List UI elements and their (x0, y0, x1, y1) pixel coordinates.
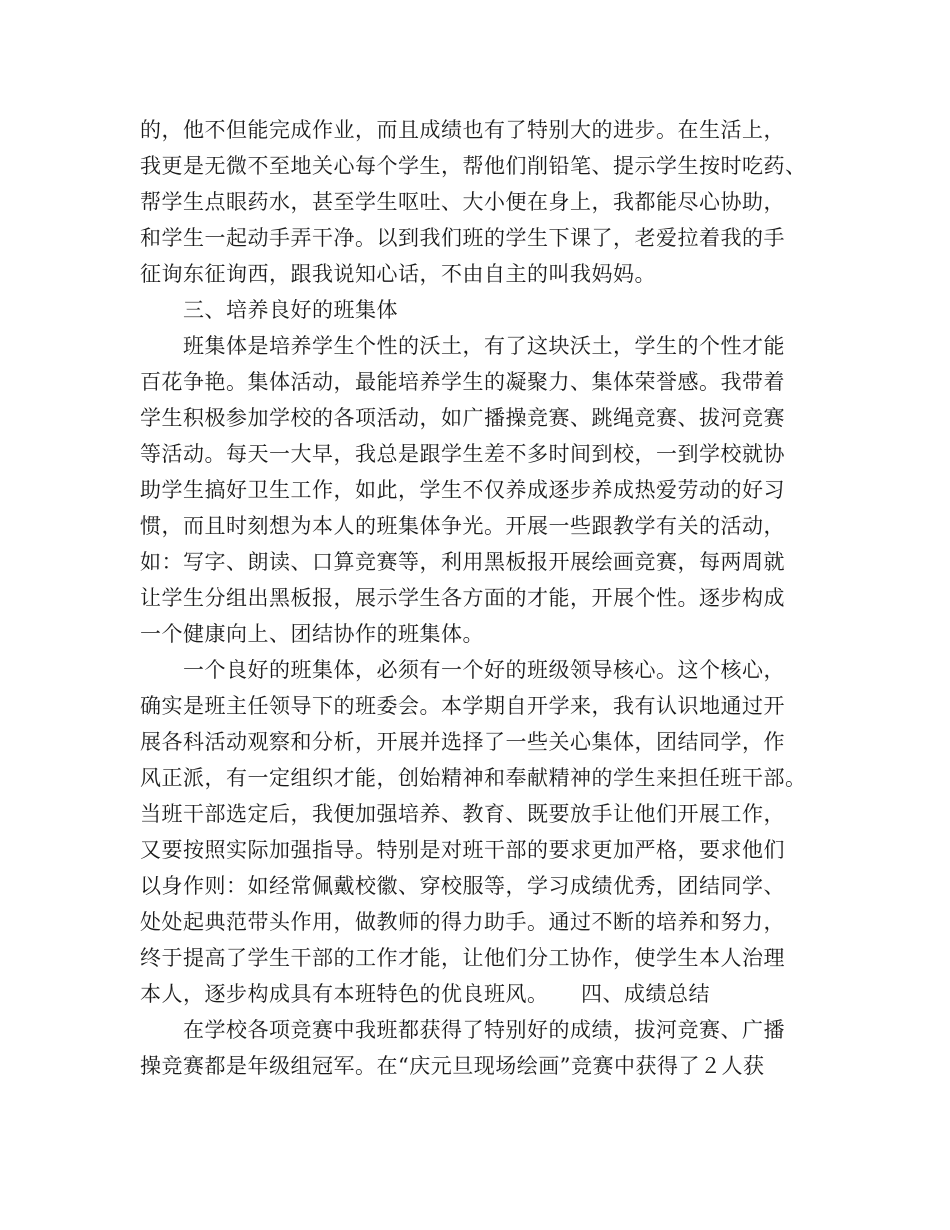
text-line: 当班干部选定后，我便加强培养、教育、既要放手让他们开展工作， (140, 802, 785, 826)
text-line: 以身作则：如经常佩戴校徽、穿校服等，学习成绩优秀，团结同学、 (140, 874, 785, 898)
text-line: 展各科活动观察和分析，开展并选择了一些关心集体，团结同学，作 (140, 730, 785, 754)
text-line: 让学生分组出黑板报，展示学生各方面的才能，开展个性。逐步构成 (140, 586, 785, 610)
text-line: 学生积极参加学校的各项活动，如广播操竞赛、跳绳竞赛、拔河竞赛 (140, 406, 785, 430)
text-line: 终于提高了学生干部的工作才能，让他们分工协作，使学生本人治理 (140, 946, 785, 970)
text-line: 的，他不但能完成作业，而且成绩也有了特别大的进步。在生活上， (140, 118, 785, 142)
text-line: 一个健康向上、团结协作的班集体。 (140, 622, 484, 646)
text-line: 百花争艳。集体活动，最能培养学生的凝聚力、集体荣誉感。我带着 (140, 370, 785, 394)
text-line: 征询东征询西，跟我说知心话，不由自主的叫我妈妈。 (140, 262, 656, 286)
text-line: 风正派，有一定组织才能，创始精神和奉献精神的学生来担任班干部。 (140, 766, 807, 790)
text-line: 等活动。每天一大早，我总是跟学生差不多时间到校，一到学校就协 (140, 442, 785, 466)
text-line: 操竞赛都是年级组冠军。在“庆元旦现场绘画”竞赛中获得了２人获 (140, 1054, 765, 1078)
text-line: 又要按照实际加强指导。特别是对班干部的要求更加严格，要求他们 (140, 838, 785, 862)
text-line-with-heading-4: 本人，逐步构成具有本班特色的优良班风。 四、成绩总结 (140, 982, 710, 1006)
section-heading-3: 三、培养良好的班集体 (183, 298, 398, 322)
text-line: 确实是班主任领导下的班委会。本学期自开学来，我有认识地通过开 (140, 694, 785, 718)
text-line: 帮学生点眼药水，甚至学生呕吐、大小便在身上，我都能尽心协助， (140, 190, 785, 214)
paragraph-start: 班集体是培养学生个性的沃土，有了这块沃土，学生的个性才能 (183, 334, 785, 358)
text-line: 助学生搞好卫生工作，如此，学生不仅养成逐步养成热爱劳动的好习 (140, 478, 785, 502)
text-line: 处处起典范带头作用，做教师的得力助手。通过不断的培养和努力， (140, 910, 785, 934)
text-line: 惯，而且时刻想为本人的班集体争光。开展一些跟教学有关的活动， (140, 514, 785, 538)
text-line: 和学生一起动手弄干净。以到我们班的学生下课了，老爱拉着我的手 (140, 226, 785, 250)
paragraph-start: 一个良好的班集体，必须有一个好的班级领导核心。这个核心， (183, 658, 785, 682)
text-line: 我更是无微不至地关心每个学生，帮他们削铅笔、提示学生按时吃药、 (140, 154, 807, 178)
text-line: 如：写字、朗读、口算竞赛等，利用黑板报开展绘画竞赛，每两周就 (140, 550, 785, 574)
paragraph-start: 在学校各项竞赛中我班都获得了特别好的成绩，拔河竞赛、广播 (183, 1018, 785, 1042)
